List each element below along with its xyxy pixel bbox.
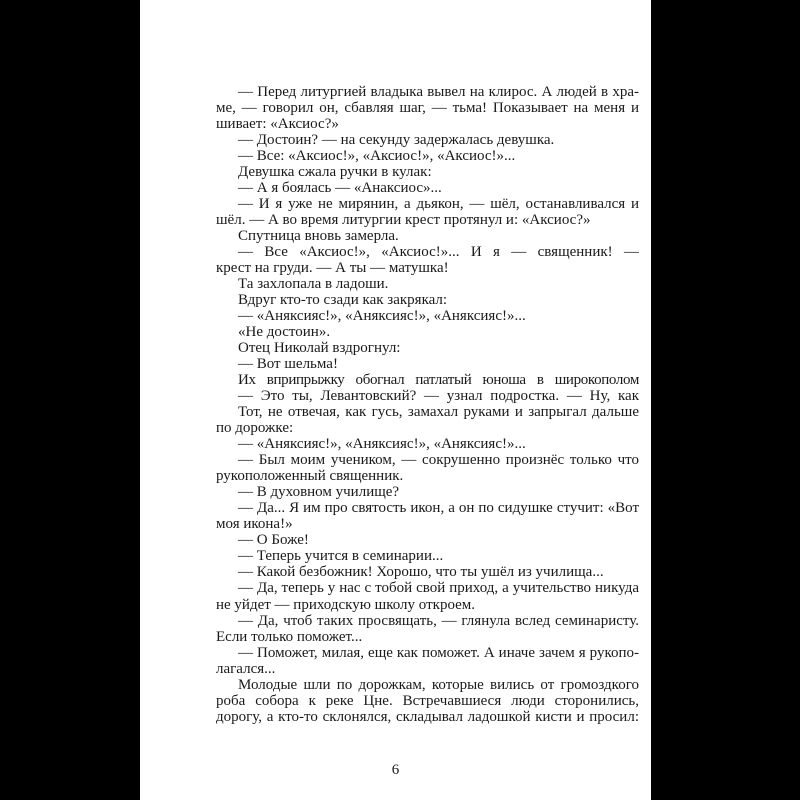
- text-line: — А я боялась — «Анаксиос»...: [238, 180, 442, 197]
- text-line: Вдруг кто-то сзади как закрякал:: [238, 292, 448, 309]
- text-line: рукоположенный священник.: [216, 468, 404, 485]
- text-line: Спутница вновь замерла.: [238, 228, 399, 245]
- text-line: — Достоин? — на секунду задержалась девушка.: [238, 132, 555, 149]
- text-line: — Был моим учеником, — сокрушенно произнёс только что: [238, 452, 639, 469]
- text-line: не уйдет — приходскую школу откроем.: [216, 596, 476, 613]
- text-line: — Какой безбожник! Хорошо, что ты ушёл из училища...: [238, 564, 604, 581]
- text-line: «Не достоин».: [238, 324, 331, 341]
- text-line: — О Боже!: [238, 532, 309, 549]
- body-text: [216, 84, 639, 725]
- text-line: — Это ты, Левантовский? — узнал подростка. — Ну, как: [238, 388, 639, 405]
- text-line: ме, — говорил он, сбавляя шаг, — тьма! Показывает на меня и: [216, 100, 639, 117]
- text-line: лагался...: [216, 660, 276, 677]
- book-page: [140, 0, 651, 800]
- text-line: моя икона!»: [216, 516, 293, 533]
- text-line: — В духовном училище?: [238, 484, 400, 501]
- text-line: Отец Николай вздрогнул:: [238, 340, 401, 357]
- text-line: Девушка сжала ручки в кулак:: [238, 164, 432, 181]
- text-line: Их вприпрыжку обогнал патлатый юноша в широкополом: [238, 372, 639, 389]
- text-line: по дорожке:: [216, 420, 294, 437]
- text-line: шивает: «Аксиос?»: [216, 116, 339, 133]
- text-line: крест на груди. — А ты — матушка!: [216, 260, 449, 277]
- text-line: — «Аняксияс!», «Аняксияс!», «Аняксияс!»...: [238, 308, 526, 325]
- text-line: — Вот шельма!: [238, 356, 338, 373]
- text-line: — Все: «Аксиос!», «Аксиос!», «Аксиос!»...: [238, 148, 516, 165]
- text-line: — Да, чтоб таких просвящать, — глянула вслед семинаристу.: [238, 612, 639, 629]
- text-line: роба собора к реке Цне. Встречавшиеся люди сторонились,: [216, 692, 639, 709]
- text-line: Молодые шли по дорожкам, которые вились от громоздкого: [238, 676, 639, 693]
- text-line: Если только поможет...: [216, 628, 363, 645]
- page-number: 6: [391, 762, 400, 778]
- text-line: — Теперь учится в семинарии...: [238, 548, 444, 565]
- text-line: — Поможет, милая, еще как поможет. А иначе зачем я рукопо-: [238, 644, 639, 661]
- text-line: дорогу, а кто-то склонялся, складывал ладошкой кисти и просил:: [216, 708, 639, 725]
- text-line: — Перед литургией владыка вывел на клирос. А людей в хра-: [238, 84, 639, 100]
- text-line: Тот, не отвечая, как гусь, замахал руками и запрыгал дальше: [238, 404, 639, 421]
- text-line: шёл. — А во время литургии крест протянул и: «Аксиос?»: [216, 212, 591, 229]
- text-line: — И я уже не мирянин, а дьякон, — шёл, останавливался и: [238, 196, 639, 213]
- text-line: Та захлопала в ладоши.: [238, 276, 389, 293]
- text-line: — Все «Аксиос!», «Аксиос!»... И я — священник! —: [238, 244, 639, 261]
- text-line: — «Аняксияс!», «Аняксияс!», «Аняксияс!»...: [238, 436, 526, 453]
- text-line: — Да, теперь у нас с тобой свой приход, а учительство никуда: [238, 580, 639, 597]
- text-line: — Да... Я им про святость икон, а он по сидушке стучит: «Вот: [238, 500, 639, 517]
